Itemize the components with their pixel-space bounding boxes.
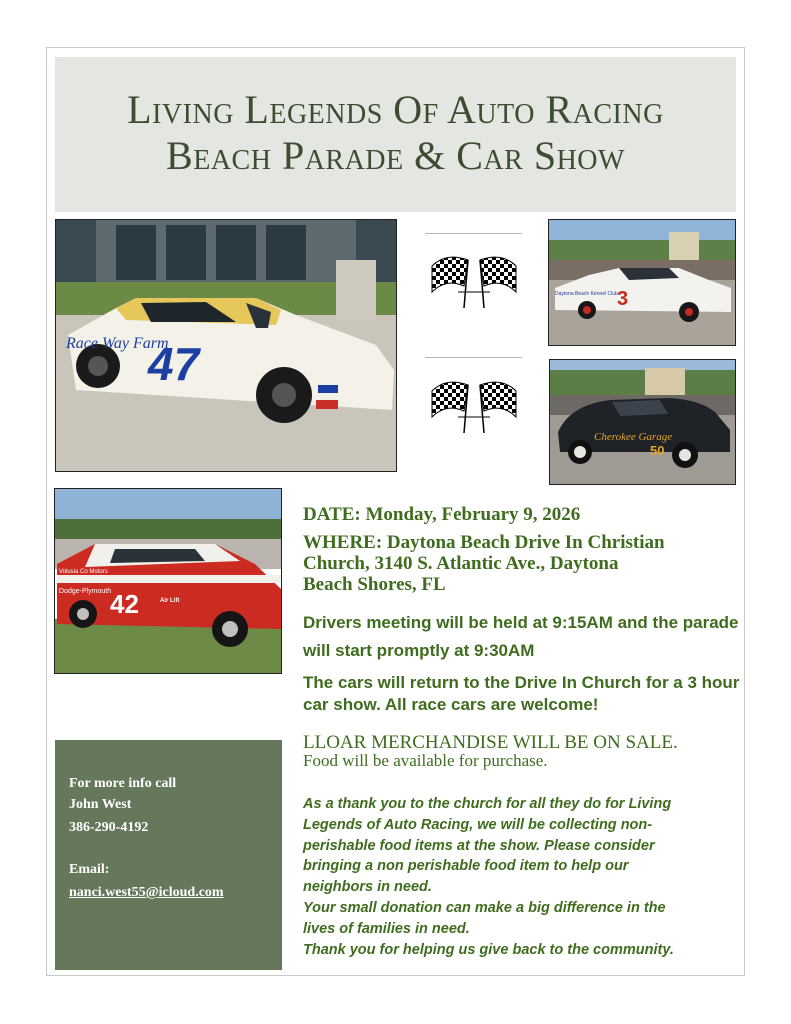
photo-car-3 [548,219,736,346]
food-drive-line-2: Legends of Auto Racing, we will be collecting non- [303,816,653,833]
event-location [303,532,743,595]
event-date: DATE: Monday, February 9, 2026 [303,504,581,525]
title-line-2: Beach Parade & Car Show [166,133,625,178]
car-42-number: 42 [110,589,139,619]
car-42-label-1: Volusia Co Motors [59,569,108,575]
car-42-label-2: Dodge-Plymouth [59,588,112,595]
car-3-label: Daytona Beach Kennel Club [555,291,618,297]
divider-top [425,233,522,234]
food-drive-line-5: neighbors in need. [303,879,432,896]
food-drive-line-7: lives of families in need. [303,920,470,937]
drivers-meeting-line-2: will start promptly at 9:30AM [303,641,535,660]
food-drive-line-3: perishable food items at the show. Please consider [303,837,655,854]
event-location-line-2: Church, 3140 S. Atlantic Ave., Daytona [303,553,619,574]
car-3-number: 3 [617,288,629,310]
photo-car-47 [55,219,397,472]
merchandise-text [303,734,743,770]
checkered-flags-icon-bottom [428,373,520,440]
car-show-line-1: The cars will return to the Drive In Church for a 3 hour [303,673,740,692]
divider-middle [425,357,522,358]
car-47-script: Race Way Farm [66,335,169,352]
contact-phone: 386-290-4192 [69,820,149,835]
food-drive-line-4: bringing a non perishable food item to help our [303,858,629,875]
car-show-line-2: car show. All race cars are welcome! [303,695,599,714]
food-drive-line-1: As a thank you to the church for all they do for Living [303,796,672,812]
event-location-line-3: Beach Shores, FL [303,574,446,595]
event-location-line-1: WHERE: Daytona Beach Drive In Christian [303,532,665,553]
car-50-number: 50 [650,443,665,458]
car-42-label-3: Air Lift [160,598,180,604]
food-drive-text [303,794,743,960]
drivers-meeting-line-1: Drivers meeting will be held at 9:15AM and the parade [303,613,739,632]
food-drive-line-8: Thank you for helping us give back to the community. [303,941,674,958]
photo-car-42 [54,488,282,674]
checkered-flags-icon-top [428,248,520,315]
drivers-meeting-text [303,609,748,665]
title-banner [55,57,736,212]
car-47-number: 47 [148,338,200,390]
photo-car-50 [549,359,736,485]
title-line-1: Living Legends Of Auto Racing [127,87,664,132]
merchandise-line-2: Food will be available for purchase. [303,751,548,770]
car-50-label: Cherokee Garage [594,431,673,443]
email-label: Email: [69,862,110,877]
car-show-text [303,672,748,716]
contact-intro: For more info call [69,776,177,791]
contact-name: John West [69,797,132,812]
merchandise-line-1: LLOAR MERCHANDISE WILL BE ON SALE. [303,732,678,753]
contact-info-box [55,740,282,970]
food-drive-line-6: Your small donation can make a big difference in the [303,899,666,916]
email-link[interactable]: nanci.west55@icloud.com [69,885,224,900]
